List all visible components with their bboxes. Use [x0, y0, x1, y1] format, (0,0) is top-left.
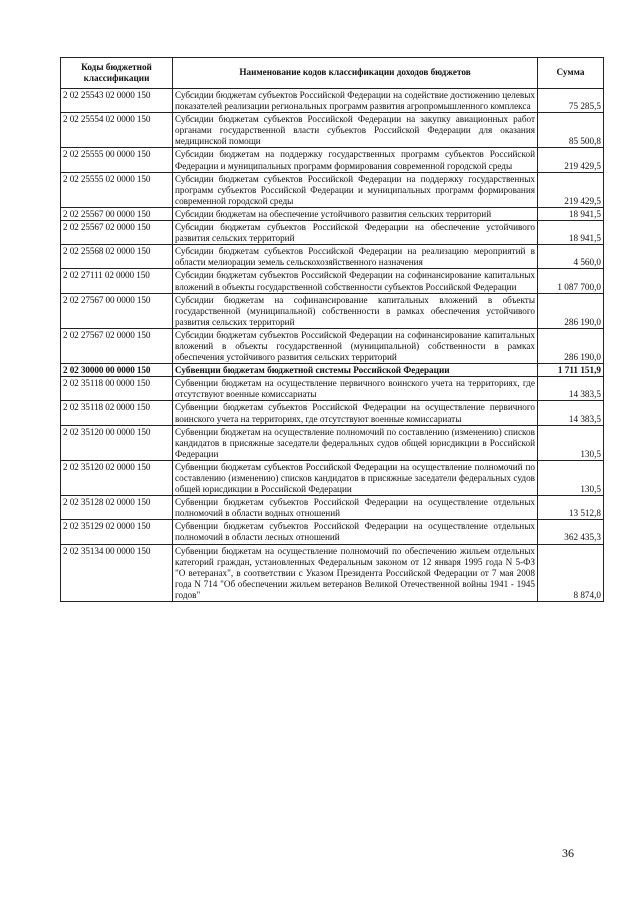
- row-code: 2 02 35134 00 0000 150: [61, 544, 173, 601]
- row-code: 2 02 35118 02 0000 150: [61, 401, 173, 425]
- row-code: 2 02 35128 02 0000 150: [61, 496, 173, 520]
- table-row: [61, 148, 604, 172]
- row-sum: 18 941,5: [538, 207, 604, 220]
- table-row: [61, 544, 604, 601]
- row-sum: 8 874,0: [538, 544, 604, 601]
- row-code: 2 02 25555 00 0000 150: [61, 148, 173, 172]
- row-sum: 1 087 700,0: [538, 269, 604, 293]
- row-sum: 4 560,0: [538, 245, 604, 269]
- budget-classification-table: [60, 57, 604, 602]
- table-row: [61, 425, 604, 460]
- row-name: Субвенции бюджетам субъектов Российской Федерации на осуществление отдельных полномочий в области водных отношений: [173, 496, 538, 520]
- table-row: [61, 401, 604, 425]
- row-name: Субвенции бюджетам субъектов Российской Федерации на осуществление отдельных полномочий в области лесных отношений: [173, 520, 538, 544]
- table-row: [61, 364, 604, 377]
- header-code: Коды бюджетной классификации: [61, 58, 173, 89]
- table-body: [61, 89, 604, 602]
- row-code: 2 02 27567 00 0000 150: [61, 293, 173, 328]
- table-row: [61, 293, 604, 328]
- row-sum: 219 429,5: [538, 172, 604, 207]
- row-name: Субсидии бюджетам субъектов Российской Федерации на поддержку государственных программ субъектов Российской Федерации и муниципальных программ формирования современной городской среды: [173, 172, 538, 207]
- row-sum: 13 512,8: [538, 496, 604, 520]
- row-code: 2 02 35120 00 0000 150: [61, 425, 173, 460]
- row-name: Субсидии бюджетам на софинансирование капитальных вложений в объекты государственной (муниципальной) собственности в рамках обеспечения устойчивого развития сельских территорий: [173, 293, 538, 328]
- row-name: Субвенции бюджетам на осуществление первичного воинского учета на территориях, где отсутствуют военные комиссариаты: [173, 377, 538, 401]
- table-row: [61, 172, 604, 207]
- row-name: Субсидии бюджетам субъектов Российской Федерации на софинансирование капитальных вложений в объекты государственной собственности субъектов Российской Федерации: [173, 269, 538, 293]
- row-code: 2 02 35129 02 0000 150: [61, 520, 173, 544]
- row-sum: 75 285,5: [538, 89, 604, 113]
- row-code: 2 02 35118 00 0000 150: [61, 377, 173, 401]
- table-row: [61, 269, 604, 293]
- row-name: Субвенции бюджетам бюджетной системы Российской Федерации: [173, 364, 538, 377]
- row-code: 2 02 30000 00 0000 150: [61, 364, 173, 377]
- row-sum: 14 383,5: [538, 377, 604, 401]
- row-name: Субвенции бюджетам субъектов Российской Федерации на осуществление первичного воинского учета на территориях, где отсутствуют военные комиссариаты: [173, 401, 538, 425]
- table-row: [61, 207, 604, 220]
- table-row: [61, 221, 604, 245]
- row-sum: 130,5: [538, 460, 604, 495]
- row-code: 2 02 25567 00 0000 150: [61, 207, 173, 220]
- row-sum: 130,5: [538, 425, 604, 460]
- row-name: Субсидии бюджетам на поддержку государственных программ субъектов Российской Федерации и муниципальных программ формирования современной городской среды: [173, 148, 538, 172]
- row-name: Субсидии бюджетам на обеспечение устойчивого развития сельских территорий: [173, 207, 538, 220]
- row-code: 2 02 25554 02 0000 150: [61, 113, 173, 148]
- table-header-row: [61, 58, 604, 89]
- table-row: [61, 113, 604, 148]
- header-sum: Сумма: [538, 58, 604, 89]
- row-sum: 286 190,0: [538, 328, 604, 363]
- row-sum: 85 500,8: [538, 113, 604, 148]
- page-number: 36: [562, 846, 574, 860]
- row-sum: 362 435,3: [538, 520, 604, 544]
- table-row: [61, 496, 604, 520]
- row-sum: 18 941,5: [538, 221, 604, 245]
- table-row: [61, 89, 604, 113]
- row-name: Субвенции бюджетам на осуществление полномочий по обеспечению жильем отдельных категорий граждан, установленных Федеральным законом от 12 января 1995 года N 5-ФЗ "О ветеранах", в соответствии с Указом Президента Российской Федерации от 7 мая 2008 года N 714 "Об обеспечении жильем ветеранов Великой Отечественной войны 1941 - 1945 годов": [173, 544, 538, 601]
- row-name: Субсидии бюджетам субъектов Российской Федерации на обеспечение устойчивого развития сельских территорий: [173, 221, 538, 245]
- row-sum: 286 190,0: [538, 293, 604, 328]
- row-name: Субсидии бюджетам субъектов Российской Федерации на софинансирование капитальных вложений в объекты государственной (муниципальной) собственности в рамках обеспечения устойчивого развития сельских территорий: [173, 328, 538, 363]
- row-code: 2 02 25543 02 0000 150: [61, 89, 173, 113]
- row-name: Субсидии бюджетам субъектов Российской Федерации на содействие достижению целевых показателей реализации региональных программ развития агропромышленного комплекса: [173, 89, 538, 113]
- budget-table-page: [60, 57, 603, 602]
- table-row: [61, 460, 604, 495]
- header-name: Наименование кодов классификации доходов бюджетов: [173, 58, 538, 89]
- row-name: Субвенции бюджетам субъектов Российской Федерации на осуществление полномочий по составлению (изменению) списков кандидатов в присяжные заседатели федеральных судов общей юрисдикции в Российской Федерации: [173, 460, 538, 495]
- row-code: 2 02 25568 02 0000 150: [61, 245, 173, 269]
- row-code: 2 02 25555 02 0000 150: [61, 172, 173, 207]
- row-name: Субвенции бюджетам на осуществление полномочий по составлению (изменению) списков кандидатов в присяжные заседатели федеральных судов общей юрисдикции в Российской Федерации: [173, 425, 538, 460]
- table-row: [61, 328, 604, 363]
- table-row: [61, 245, 604, 269]
- row-code: 2 02 27111 02 0000 150: [61, 269, 173, 293]
- row-name: Субсидии бюджетам субъектов Российской Федерации на реализацию мероприятий в области мелиорации земель сельскохозяйственного назначения: [173, 245, 538, 269]
- row-code: 2 02 35120 02 0000 150: [61, 460, 173, 495]
- table-row: [61, 520, 604, 544]
- row-sum: 1 711 151,9: [538, 364, 604, 377]
- table-row: [61, 377, 604, 401]
- row-sum: 14 383,5: [538, 401, 604, 425]
- row-code: 2 02 25567 02 0000 150: [61, 221, 173, 245]
- row-code: 2 02 27567 02 0000 150: [61, 328, 173, 363]
- row-name: Субсидии бюджетам субъектов Российской Федерации на закупку авиационных работ органами государственной власти субъектов Российской Федерации для оказания медицинской помощи: [173, 113, 538, 148]
- row-sum: 219 429,5: [538, 148, 604, 172]
